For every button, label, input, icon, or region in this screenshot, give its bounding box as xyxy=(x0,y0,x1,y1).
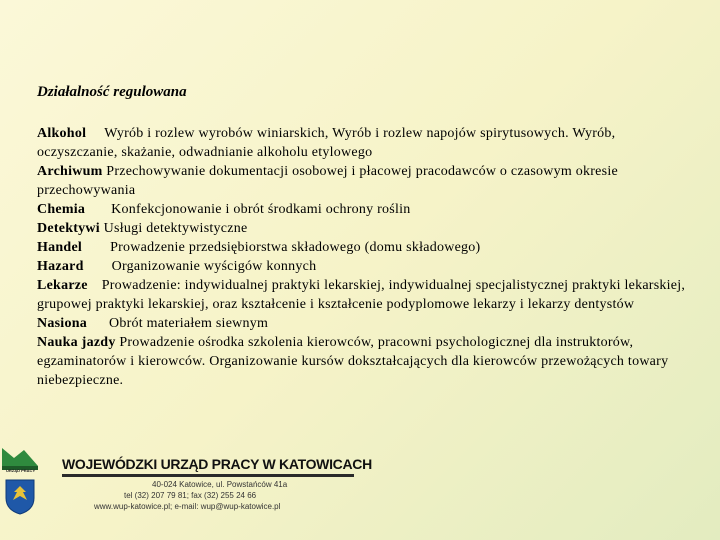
entry-term: Alkohol xyxy=(37,126,87,141)
list-item xyxy=(37,238,697,257)
entry-text: Prowadzenie: indywidualnej praktyki lekarskiej, indywidualnej specjalistycznej praktyki lekarskiej, grupowej praktyki lekarskiej, oraz kształcenie i kształcenie podyplomowe lekarzy i lekarzy dentystów xyxy=(37,278,686,312)
list-item xyxy=(37,314,697,333)
list-item xyxy=(37,124,697,162)
entry-text: Wyrób i rozlew wyrobów winiarskich, Wyrób i rozlew napojów spirytusowych. Wyrób, oczyszczanie, skażanie, odwadnianie alkoholu etylowego xyxy=(37,126,616,160)
entry-text: Przechowywanie dokumentacji osobowej i płacowej pracodawców o czasowym okresie przechowywania xyxy=(37,164,618,198)
list-item xyxy=(37,162,697,200)
entry-term: Chemia xyxy=(37,202,86,217)
list-item xyxy=(37,219,697,238)
divider xyxy=(62,474,354,477)
phone-fax: tel (32) 207 79 81; fax (32) 255 24 66 xyxy=(124,491,257,500)
regulated-activities-list xyxy=(37,124,697,390)
entry-term: Nasiona xyxy=(37,316,87,331)
organization-name: WOJEWÓDZKI URZĄD PRACY W KATOWICACH xyxy=(62,456,372,472)
entry-term: Detektywi xyxy=(37,221,100,236)
entry-text: Obrót materiałem siewnym xyxy=(108,316,269,331)
footer xyxy=(0,440,372,520)
entry-term: Lekarze xyxy=(37,278,88,293)
entry-text: Organizowanie wyścigów konnych xyxy=(111,259,317,274)
entry-term: Archiwum xyxy=(37,164,103,179)
entry-text: Konfekcjonowanie i obrót środkami ochrony roślin xyxy=(111,202,411,217)
entry-term: Handel xyxy=(37,240,83,255)
list-item xyxy=(37,333,697,390)
entry-term: Hazard xyxy=(37,259,84,274)
website-email: www.wup-katowice.pl; e-mail: wup@wup-katowice.pl xyxy=(94,502,281,511)
logo xyxy=(0,444,40,516)
list-item xyxy=(37,200,697,219)
logo-text: URZĄD PRACY xyxy=(6,468,36,473)
address: 40-024 Katowice, ul. Powstańców 41a xyxy=(152,480,288,489)
list-item xyxy=(37,276,697,314)
entry-text: Usługi detektywistyczne xyxy=(103,221,248,236)
entry-text: Prowadzenie ośrodka szkolenia kierowców, pracowni psychologicznej dla instruktorów, egzaminatorów i kierowców. Organizowanie kursów dokształcających dla kierowców przewożących towary niebezpieczne. xyxy=(37,335,669,388)
entry-text: Prowadzenie przedsiębiorstwa składowego (domu składowego) xyxy=(110,240,481,255)
list-item xyxy=(37,257,697,276)
page-title: Działalność regulowana xyxy=(37,84,187,100)
entry-term: Nauka jazdy xyxy=(37,335,116,350)
